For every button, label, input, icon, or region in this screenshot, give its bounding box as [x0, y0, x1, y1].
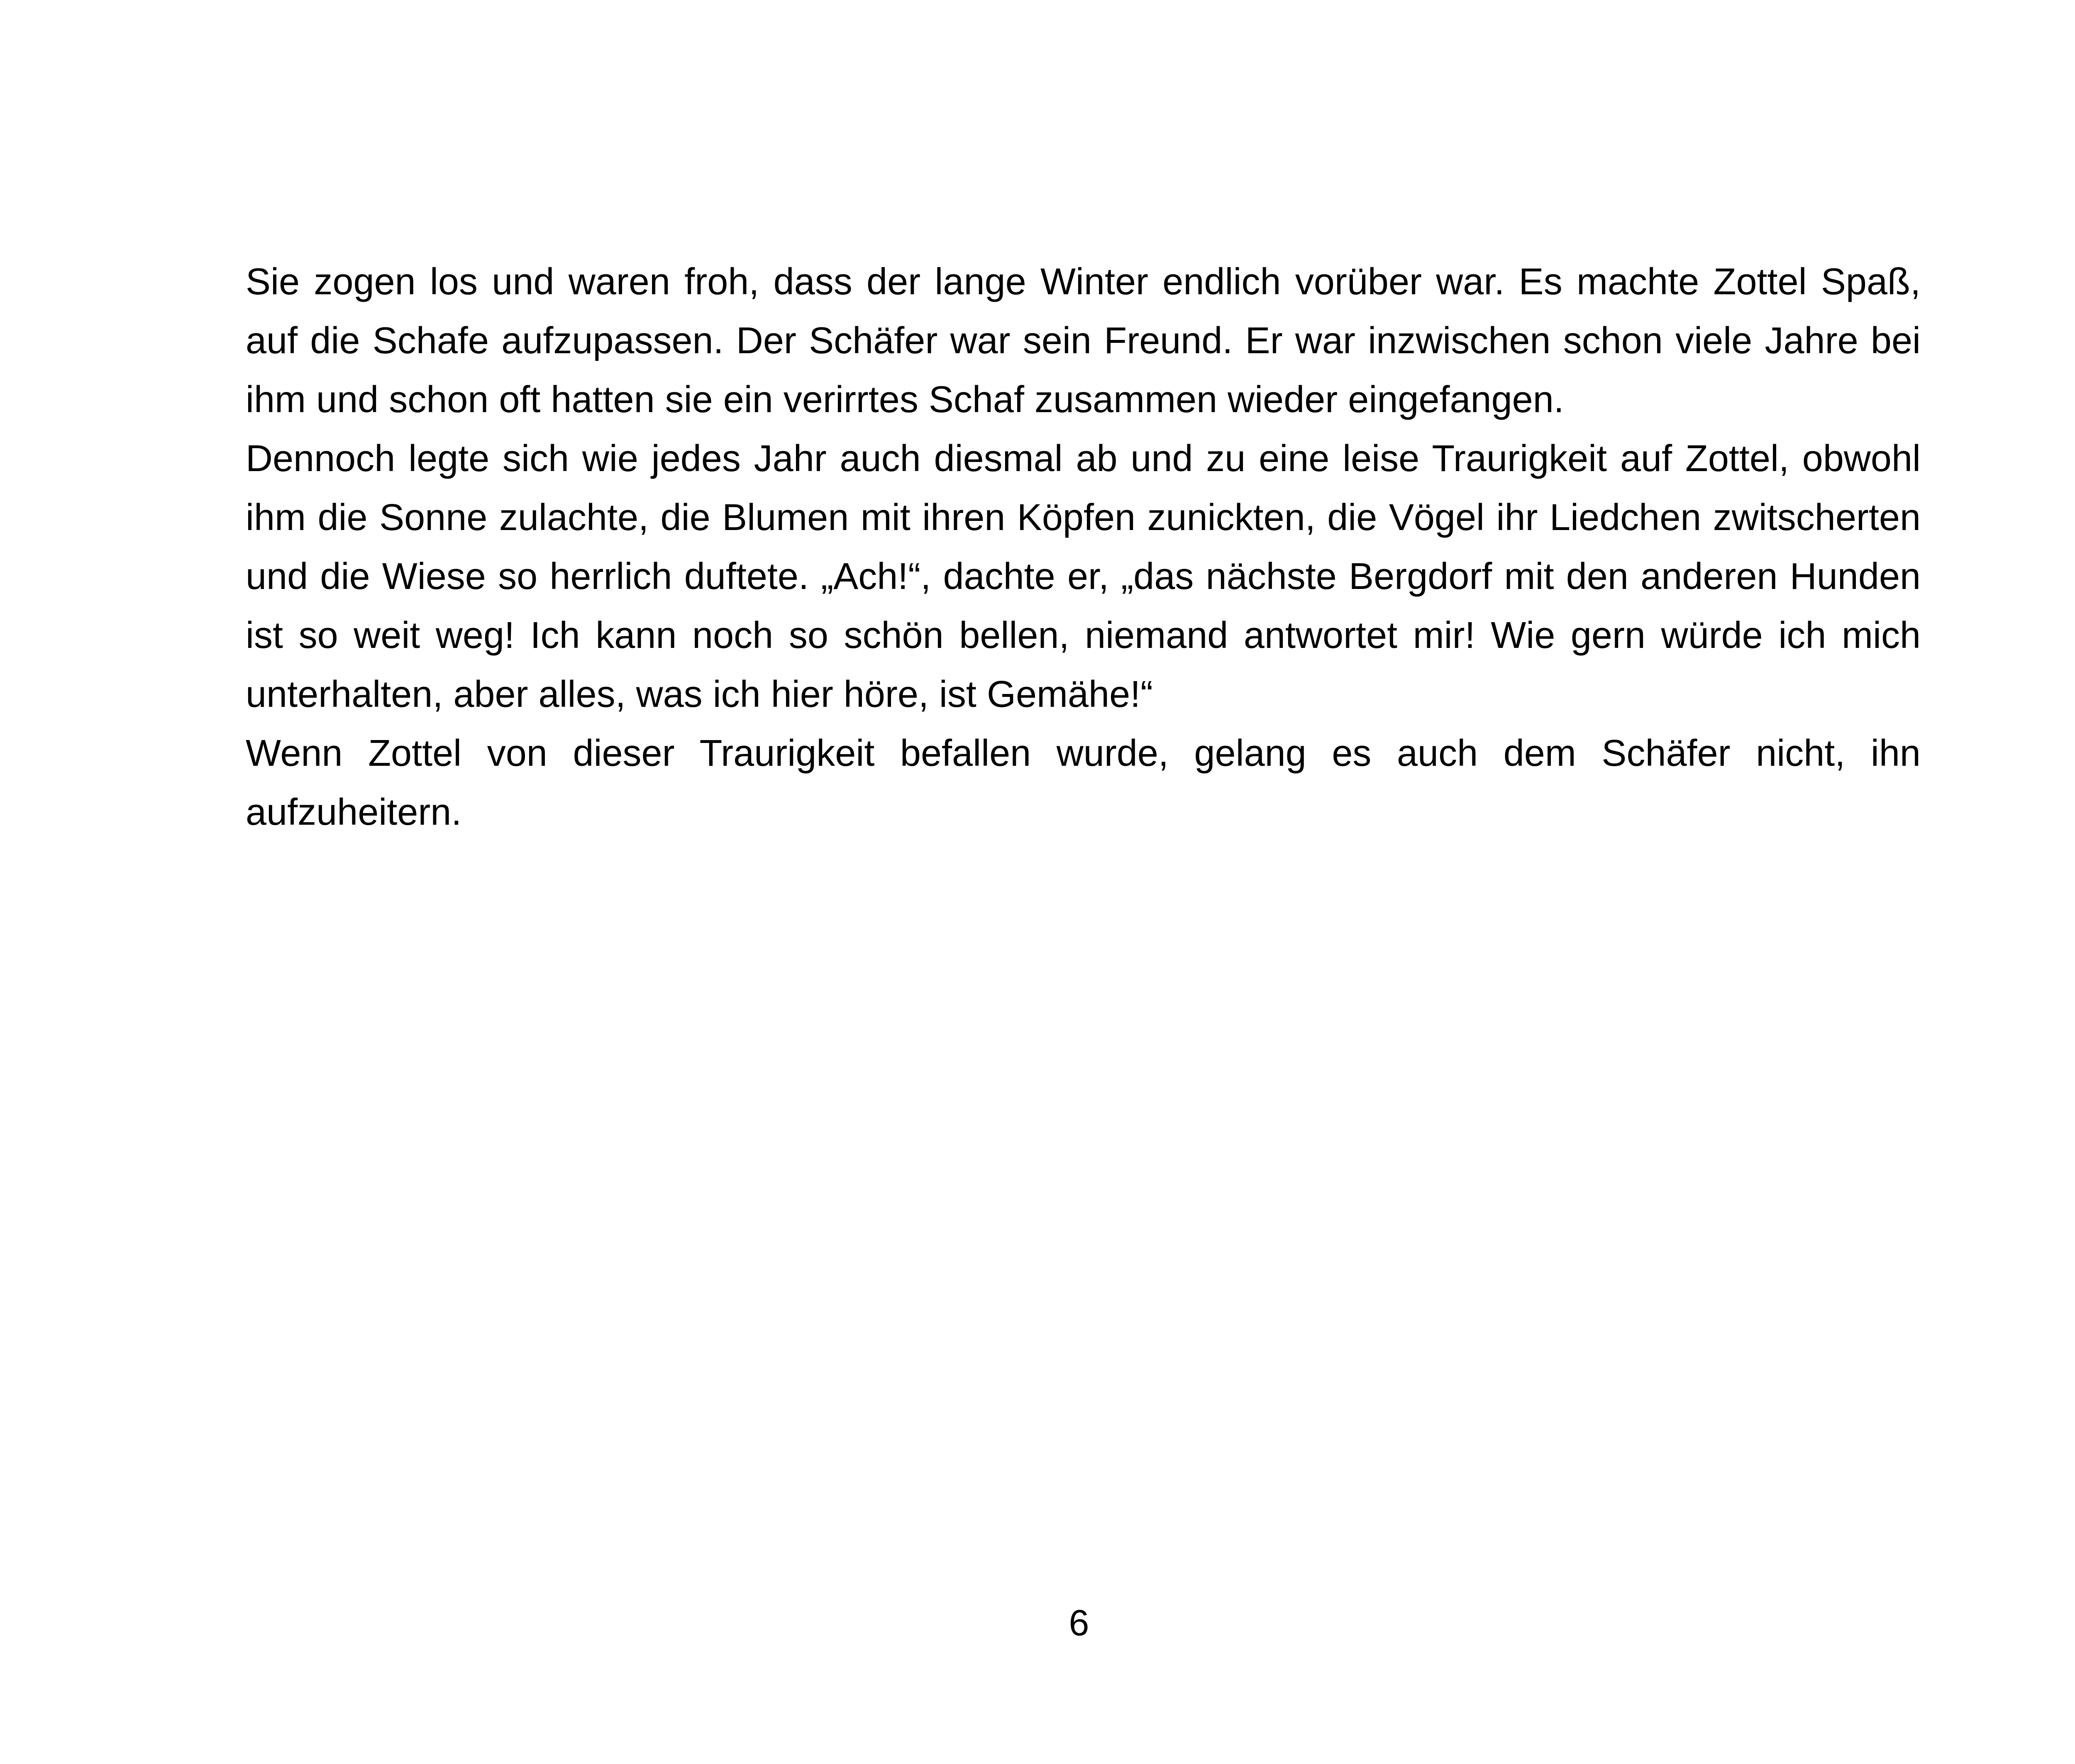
paragraph-1: Sie zogen los und waren froh, dass der lange Winter endlich vorüber war. Es machte Zottel Spaß, auf die Schafe aufzupassen. Der Schäfer war sein Freund. Er war inzwischen schon viele Jahre bei ihm und schon oft hatten sie ein verirrtes Schaf zusammen wieder eingefangen.: [246, 261, 1921, 420]
page-number: 6: [1069, 1602, 1089, 1643]
paragraph-2: Dennoch legte sich wie jedes Jahr auch diesmal ab und zu eine leise Traurigkeit auf Zottel, obwohl ihm die Sonne zulachte, die Blumen mit ihren Köpfen zunickten, die Vögel ihr Liedchen zwitscherten und die Wiese so herrlich duftete. „Ach!“, dachte er, „das nächste Bergdorf mit den anderen Hunden ist so weit weg! Ich kann noch so schön bellen, niemand antwortet mir! Wie gern würde ich mich unterhalten, aber alles, was ich hier höre, ist Gemähe!“: [246, 438, 1921, 715]
body-text: [246, 252, 1921, 842]
paragraph-3: Wenn Zottel von dieser Traurigkeit befallen wurde, gelang es auch dem Schäfer nicht, ihn aufzuheitern.: [246, 733, 1921, 833]
